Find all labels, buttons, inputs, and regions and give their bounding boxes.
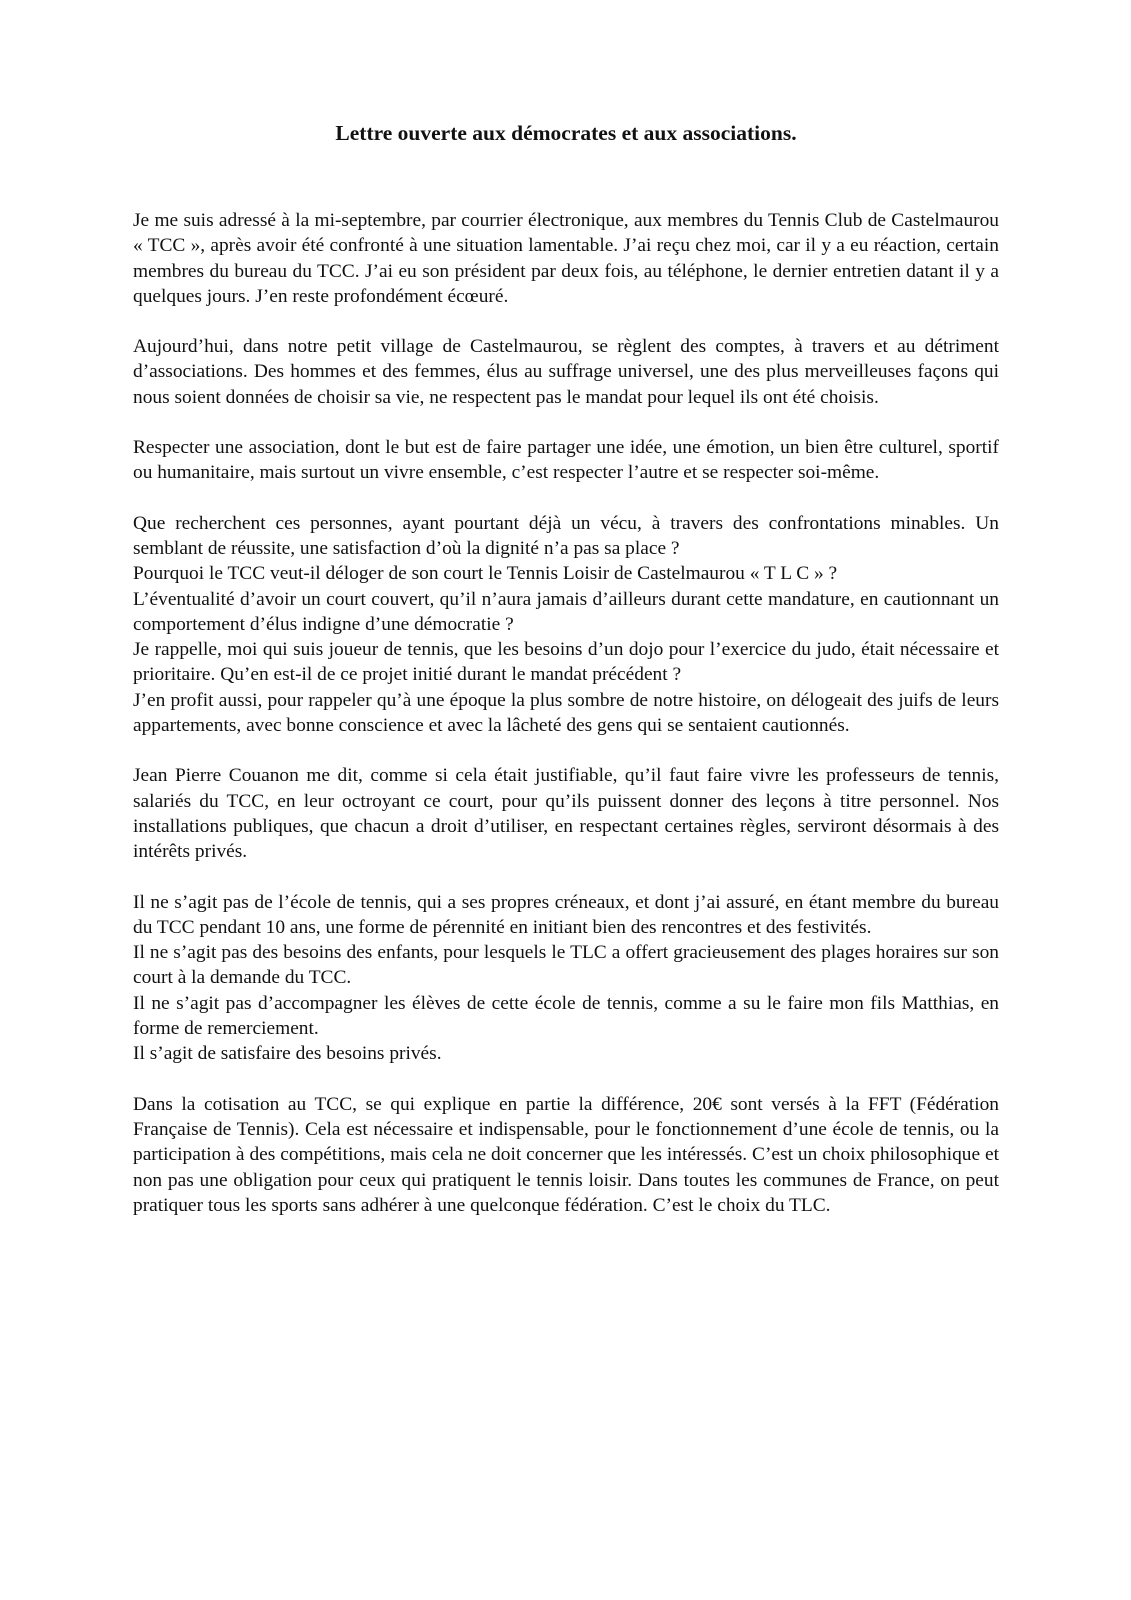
paragraph-block <box>133 208 999 309</box>
paragraph-text: Dans la cotisation au TCC, se qui explique en partie la différence, 20€ sont versés à la FFT (Fédération Française de Tennis). Cela est nécessaire et indispensable, pour le fonctionnement d’une école de tennis, ou la participation à des compétitions, mais cela ne doit concerner que les intéressés. C’est un choix philosophique et non pas une obligation pour ceux qui pratiquent le tennis loisir. Dans toutes les communes de France, on peut pratiquer tous les sports sans adhérer à une quelconque fédération. C’est le choix du TLC. <box>133 1093 999 1216</box>
paragraph-text: L’éventualité d’avoir un court couvert, qu’il n’aura jamais d’ailleurs durant cette mandature, en cautionnant un comportement d’élus indigne d’une démocratie ? <box>133 588 999 635</box>
paragraph-text: Il ne s’agit pas de l’école de tennis, qui a ses propres créneaux, et dont j’ai assuré, en étant membre du bureau du TCC pendant 10 ans, une forme de pérennité en initiant bien des rencontres et des festivités. <box>133 891 999 938</box>
letter-body <box>133 208 999 1218</box>
paragraph-block <box>133 763 999 864</box>
paragraph-text: Pourquoi le TCC veut-il déloger de son court le Tennis Loisir de Castelmaurou « T L C » ? <box>133 563 838 585</box>
paragraph-text: Respecter une association, dont le but est de faire partager une idée, une émotion, un bien être culturel, sportif ou humanitaire, mais surtout un vivre ensemble, c’est respecter l’autre et se respecter soi-même. <box>133 437 999 484</box>
paragraph-block <box>133 511 999 739</box>
letter-title: Lettre ouverte aux démocrates et aux associations. <box>335 121 797 145</box>
paragraph-text: Que recherchent ces personnes, ayant pourtant déjà un vécu, à travers des confrontations minables. Un semblant de réussite, une satisfaction d’où la dignité n’a pas sa place ? <box>133 512 999 559</box>
paragraph-text: Je rappelle, moi qui suis joueur de tennis, que les besoins d’un dojo pour l’exercice du judo, était nécessaire et prioritaire. Qu’en est-il de ce projet initié durant le mandat précédent ? <box>133 639 999 686</box>
paragraph-text: Jean Pierre Couanon me dit, comme si cela était justifiable, qu’il faut faire vivre les professeurs de tennis, salariés du TCC, en leur octroyant ce court, pour qu’ils puissent donner des leçons à titre personnel. Nos installations publiques, que chacun a droit d’utiliser, en respectant certaines règles, serviront désormais à des intérêts privés. <box>133 765 999 863</box>
paragraph-block <box>133 435 999 486</box>
paragraph-text: Aujourd’hui, dans notre petit village de Castelmaurou, se règlent des comptes, à travers et au détriment d’associations. Des hommes et des femmes, élus au suffrage universel, une des plus merveilleuses façons qui nous soient données de choisir sa vie, ne respectent pas le mandat pour lequel ils ont été choisis. <box>133 336 999 408</box>
paragraph-text: J’en profit aussi, pour rappeler qu’à une époque la plus sombre de notre histoire, on délogeait des juifs de leurs appartements, avec bonne conscience et avec la lâcheté des gens qui se sentaient cautionnés. <box>133 689 999 737</box>
paragraph-text: Il ne s’agit pas des besoins des enfants, pour lesquels le TLC a offert gracieusement des plages horaires sur son court à la demande du TCC. <box>133 942 999 989</box>
paragraph-block <box>133 1092 999 1218</box>
paragraph-text: Il ne s’agit pas d’accompagner les élèves de cette école de tennis, comme a su le faire mon fils Matthias, en forme de remerciement. <box>133 992 999 1040</box>
paragraph-text: Il s’agit de satisfaire des besoins privés. <box>133 1043 442 1065</box>
paragraph-block <box>133 334 999 410</box>
paragraph-text: Je me suis adressé à la mi-septembre, par courrier électronique, aux membres du Tennis Club de Castelmaurou « TCC », après avoir été confronté à une situation lamentable. J’ai reçu chez moi, car il y a eu réaction, certain membres du bureau du TCC. J’ai eu son président par deux fois, au téléphone, le dernier entretien datant il y a quelques jours. J’en reste profondément écœuré. <box>133 210 999 307</box>
paragraph-block <box>133 890 999 1067</box>
